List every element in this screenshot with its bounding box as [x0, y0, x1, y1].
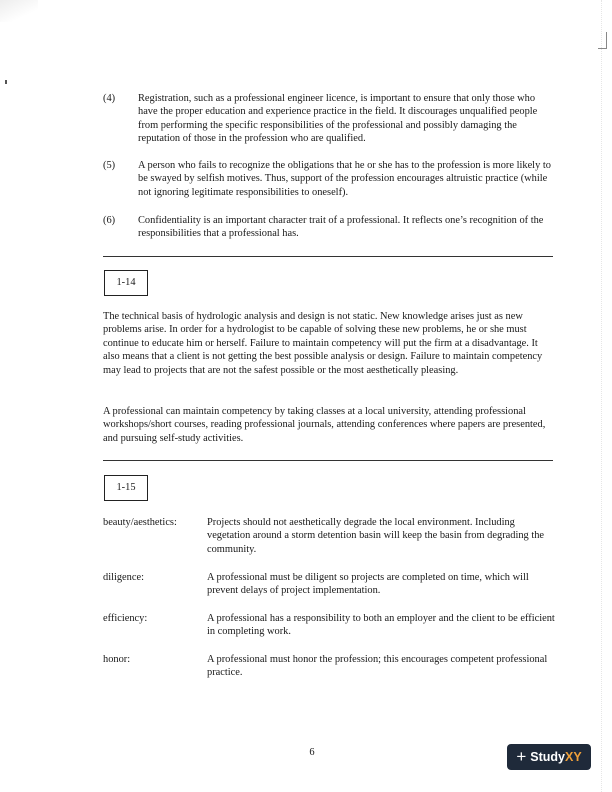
studyxy-badge[interactable]	[507, 744, 591, 770]
item-text: Registration, such as a professional engineer licence, is important to ensure that only those who have the proper education and experience practice in the field. It discourages unqualified people from performing the specific responsibilities of the professional and possibly damaging the reputation of those in the profession who are qualified.	[138, 93, 538, 145]
scan-corner-shadow	[0, 0, 38, 22]
brand-text: StudyXY	[530, 750, 582, 764]
item-number: (4)	[103, 93, 116, 104]
problem-label-1-14: 1-14	[104, 270, 148, 296]
definition-term: efficiency:	[103, 613, 148, 624]
section-divider	[103, 256, 553, 257]
item-text: Confidentiality is an important character trait of a professional. It reflects one’s recognition of the responsibilities that a professional has.	[138, 215, 544, 240]
plus-icon: +	[516, 746, 527, 766]
definition-text: A professional must be diligent so projects are completed on time, which will prevent delays of project implementation.	[207, 572, 529, 597]
definition-text: A professional must honor the profession; this encourages competent professional practice.	[207, 654, 548, 679]
item-number: (5)	[103, 160, 116, 171]
definition-term: beauty/aesthetics:	[103, 517, 177, 528]
scan-edge	[601, 0, 612, 792]
paragraph: The technical basis of hydrologic analysis and design is not static. New knowledge arises just as new problems arise. In order for a hydrologist to be capable of solving these new problems, he or she must continue to educate him or herself. Failure to maintain competency will put the firm at a disadvantage. It also means that a client is not getting the best possible analysis or design. Failure to maintain competency may lead to projects that are not the safest possible or the most aesthetically pleasing.	[103, 311, 543, 376]
section-divider	[103, 460, 553, 461]
page-number: 6	[309, 747, 315, 758]
paragraph: A professional can maintain competency by taking classes at a local university, attending professional workshops/short courses, reading professional journals, attending conferences where papers are presented, and pursuing self-study activities.	[103, 406, 546, 444]
definition-text: A professional has a responsibility to both an employer and the client to be efficient in completing work.	[207, 613, 555, 638]
item-text: A person who fails to recognize the obligations that he or she has to the profession is more likely to be swayed by selfish motives. Thus, support of the profession encourages altruistic practice (while not ignoring legitimate responsibilities to oneself).	[138, 160, 551, 198]
definition-term: honor:	[103, 654, 131, 665]
scan-mark	[5, 80, 7, 84]
item-number: (6)	[103, 215, 116, 226]
definition-text: Projects should not aesthetically degrade the local environment. Including vegetation around a storm detention basin will keep the basin from degrading the community.	[207, 517, 545, 555]
problem-label-1-15: 1-15	[104, 475, 148, 501]
definition-term: diligence:	[103, 572, 144, 583]
